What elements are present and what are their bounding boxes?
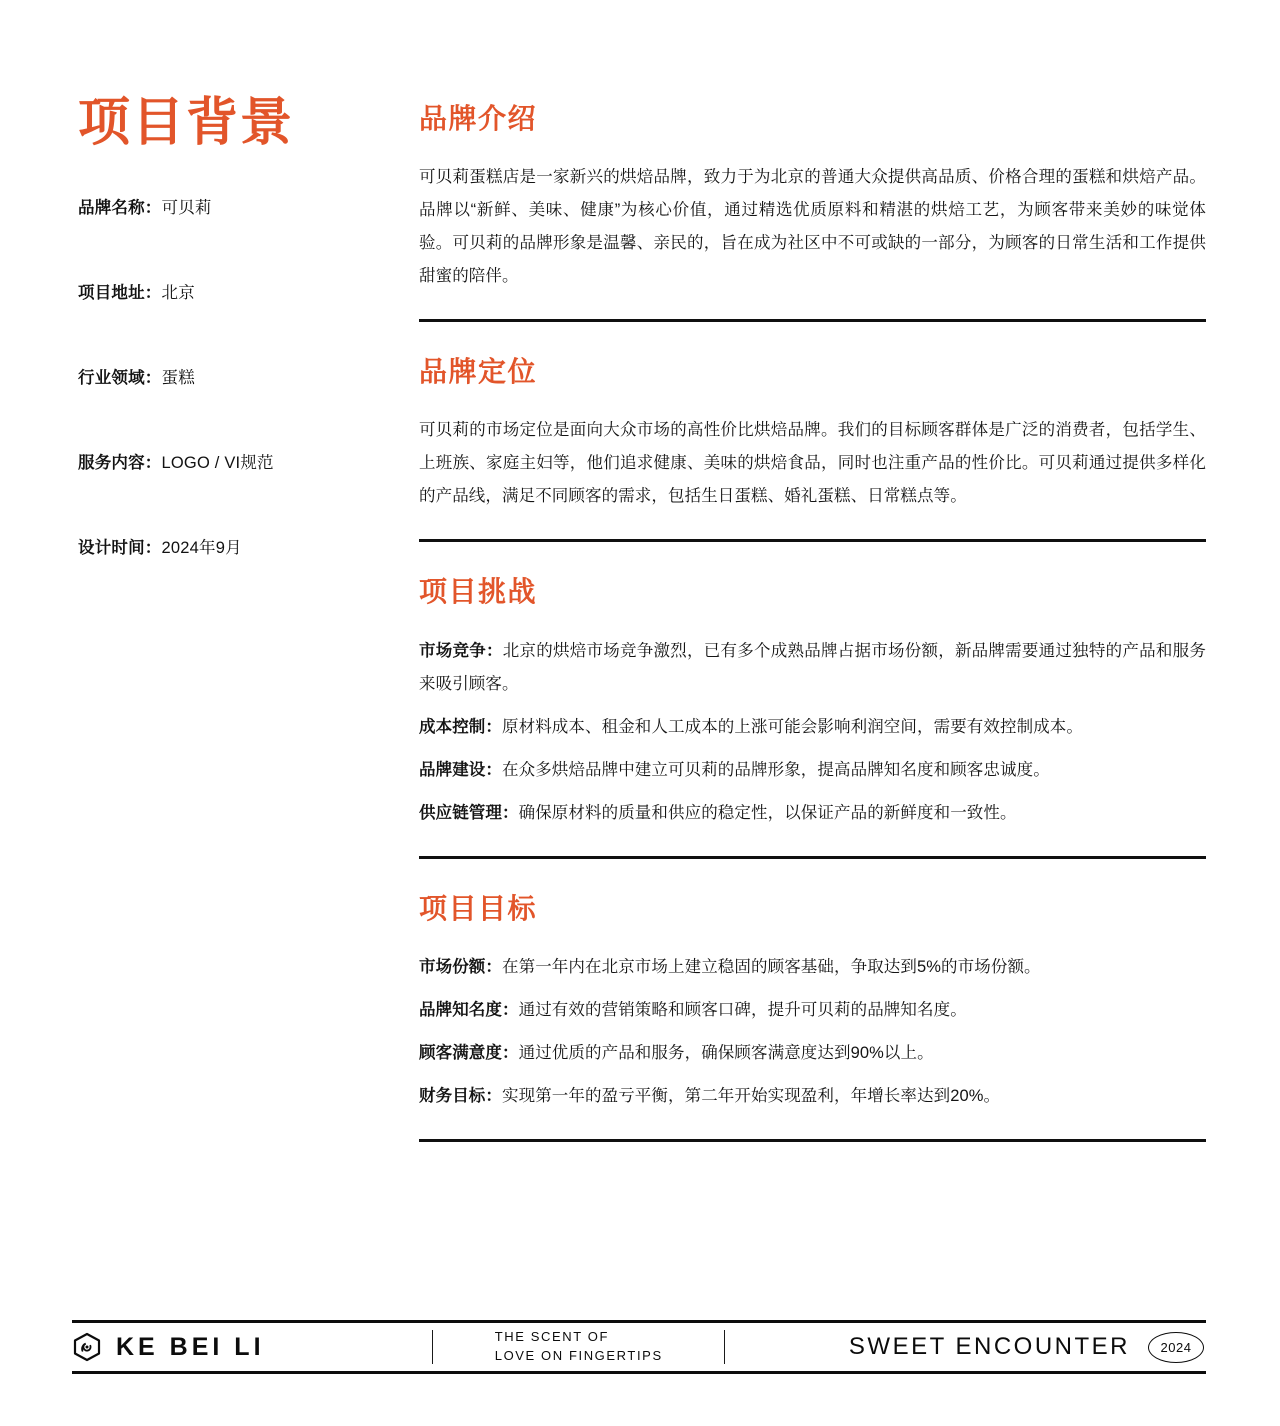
list-item [419,1037,1206,1070]
project-meta-list [78,197,398,560]
list-item [419,754,1206,787]
list-item-text: 在众多烘焙品牌中建立可贝莉的品牌形象，提高品牌知名度和顾客忠诚度。 [502,760,1050,779]
meta-value: 2024年9月 [161,538,242,557]
meta-item-service [78,452,398,475]
page-title: 项目背景 [78,94,295,152]
meta-label: 行业领域： [78,368,162,387]
section-title: 品牌定位 [419,356,538,388]
project-info-sidebar [78,96,398,560]
footer-bottom-rule [72,1371,1206,1374]
list-item-label: 财务目标： [419,1086,502,1105]
list-item [419,797,1206,830]
list-item-text: 原材料成本、租金和人工成本的上涨可能会影响利润空间，需要有效控制成本。 [502,717,1083,736]
list-item-label: 供应链管理： [419,803,519,822]
section-brand-intro [419,103,1206,293]
footer-tagline-line1: THE SCENT OF [494,1329,610,1345]
section-body: 可贝莉的市场定位是面向大众市场的高性价比烘焙品牌。我们的目标顾客群体是广泛的消费者，包括学生、上班族、家庭主妇等，他们追求健康、美味的烘焙食品，同时也注重产品的性价比。可贝莉通过提供多样化的产品线，满足不同顾客的需求，包括生日蛋糕、婚礼蛋糕、日常糕点等。 [419,421,1206,506]
list-item [419,994,1206,1027]
content-column [419,103,1206,1142]
list-item-label: 市场份额： [419,957,502,976]
page-footer [72,1320,1206,1374]
section-body: 可贝莉蛋糕店是一家新兴的烘焙品牌，致力于为北京的普通大众提供高品质、价格合理的蛋糕和烘焙产品。品牌以“新鲜、美味、健康”为核心价值，通过精选优质原料和精湛的烘焙工艺，为顾客带来美妙的味觉体验。可贝莉的品牌形象是温馨、亲民的，旨在成为社区中不可或缺的一部分，为顾客的日常生活和工作提供甜蜜的陪伴。 [419,168,1206,286]
list-item-text: 通过优质的产品和服务，确保顾客满意度达到90%以上。 [518,1043,934,1062]
list-item-label: 品牌知名度： [419,1000,519,1019]
section-divider [419,856,1206,859]
meta-item-brand-name [78,197,398,220]
footer-slogan-group [725,1332,1206,1363]
section-title: 项目挑战 [419,576,538,608]
section-divider [419,1139,1206,1142]
list-item-label: 成本控制： [419,717,502,736]
goal-list [419,951,1206,1113]
footer-tagline-line2: LOVE ON FINGERTIPS [494,1348,663,1363]
list-item-label: 品牌建设： [419,760,502,779]
meta-label: 品牌名称： [78,198,162,217]
footer-brand [72,1332,432,1362]
footer-tagline [433,1328,724,1366]
list-item [419,951,1206,984]
section-divider [419,539,1206,542]
meta-label: 项目地址： [78,283,162,302]
meta-value: LOGO / VI规范 [161,453,274,472]
section-title: 品牌介绍 [419,103,538,134]
hexagon-spiral-icon [72,1332,102,1362]
list-item [419,711,1206,744]
section-project-challenges [419,576,1206,829]
list-item-text: 北京的烘焙市场竞争激烈，已有多个成熟品牌占据市场份额，新品牌需要通过独特的产品和服务来吸引顾客。 [419,641,1207,693]
section-project-goals [419,893,1206,1113]
meta-item-design-date [78,537,398,560]
footer-brand-name: KE BEI LI [116,1332,265,1361]
section-divider [419,319,1206,322]
list-item [419,635,1206,701]
list-item-text: 通过有效的营销策略和顾客口碑，提升可贝莉的品牌知名度。 [518,1000,967,1019]
meta-label: 设计时间： [78,538,162,557]
list-item-label: 市场竞争： [419,641,503,660]
meta-value: 蛋糕 [161,368,195,387]
meta-label: 服务内容： [78,453,162,472]
list-item-label: 顾客满意度： [419,1043,519,1062]
footer-slogan: SWEET ENCOUNTER [848,1333,1130,1360]
meta-value: 可贝莉 [161,198,212,217]
year-badge [1148,1332,1204,1363]
list-item-text: 在第一年内在北京市场上建立稳固的顾客基础，争取达到5%的市场份额。 [502,957,1041,976]
meta-value: 北京 [161,283,195,302]
section-brand-positioning [419,356,1206,513]
meta-item-industry [78,367,398,390]
section-title: 项目目标 [419,892,538,924]
year-badge-label: 2024 [1160,1339,1192,1355]
list-item-text: 实现第一年的盈亏平衡，第二年开始实现盈利，年增长率达到20%。 [502,1086,1001,1105]
challenge-list [419,635,1206,830]
footer-content [72,1323,1206,1371]
meta-item-location [78,282,398,305]
list-item [419,1080,1206,1113]
list-item-text: 确保原材料的质量和供应的稳定性，以保证产品的新鲜度和一致性。 [518,803,1017,822]
